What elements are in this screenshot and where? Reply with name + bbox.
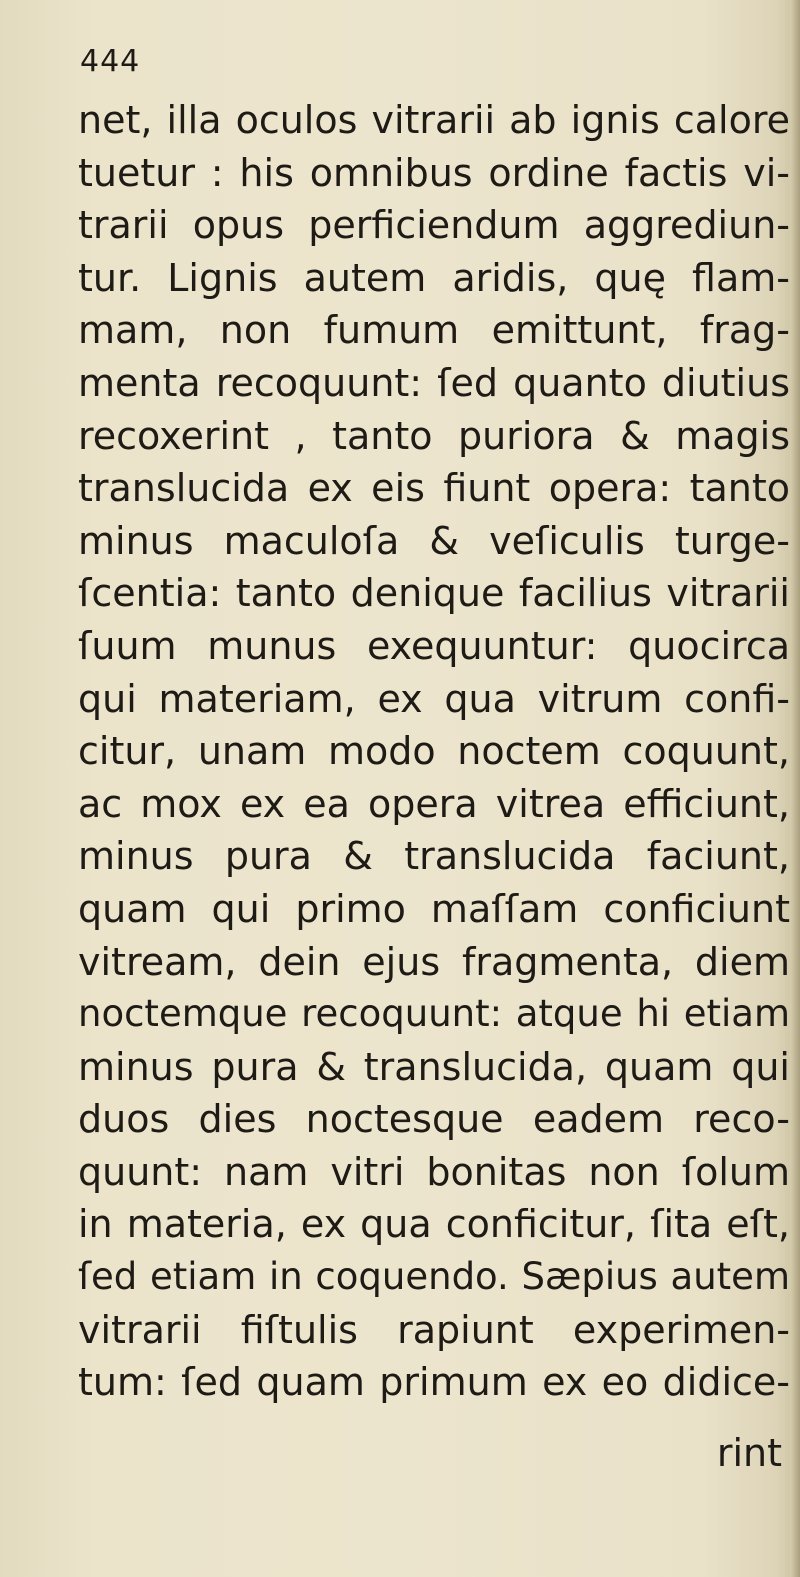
text-line: minus maculoſa & veſiculis turge- — [78, 518, 790, 563]
text-line: ſcentia: tanto denique facilius vitrarii — [78, 571, 790, 616]
text-line: tur. Lignis autem aridis, quę flam- — [78, 255, 790, 300]
text-line: net, illa oculos vitrarii ab ignis calore — [78, 98, 790, 142]
text-line: tum: ſed quam primum ex eo didice- — [78, 1360, 790, 1405]
catchword: rint — [716, 1431, 782, 1475]
text-line: duos dies noctesque eadem reco- — [78, 1097, 790, 1142]
text-line: quam qui primo maſſam conficiunt — [78, 886, 790, 931]
text-line: translucida ex eis fiunt opera: tanto — [78, 466, 790, 511]
text-line: qui materiam, ex qua vitrum confi- — [78, 676, 790, 721]
text-line: menta recoquunt: ſed quanto diutius — [78, 360, 790, 405]
text-line: ſed etiam in coquendo. Sæpius autem — [78, 1255, 790, 1299]
text-line: in materia, ex qua conficitur, ſita eſt, — [78, 1202, 790, 1247]
text-line: quunt: nam vitri bonitas non ſolum — [78, 1149, 790, 1194]
text-line: vitrarii fiſtulis rapiunt experimen- — [78, 1307, 790, 1352]
body-text — [78, 94, 790, 1409]
text-line: vitream, dein ejus fragmenta, diem — [78, 939, 790, 984]
text-line: minus pura & translucida faciunt, — [78, 834, 790, 879]
text-line: noctemque recoquunt: atque hi etiam — [78, 992, 790, 1036]
page-number: 444 — [80, 44, 141, 79]
page-gutter-shadow — [790, 0, 800, 1577]
text-line: recoxerint , tanto puriora & magis — [78, 413, 790, 458]
text-line: ſuum munus exequuntur: quocirca — [78, 623, 790, 668]
text-line: minus pura & translucida, quam qui — [78, 1044, 790, 1089]
text-line: tuetur : his omnibus ordine factis vi- — [78, 150, 790, 195]
text-line: ac mox ex ea opera vitrea efficiunt, — [78, 781, 790, 826]
text-line: citur, unam modo noctem coquunt, — [78, 729, 790, 774]
text-line: mam, non fumum emittunt, frag- — [78, 308, 790, 353]
text-line: trarii opus perficiendum aggrediun- — [78, 203, 790, 248]
